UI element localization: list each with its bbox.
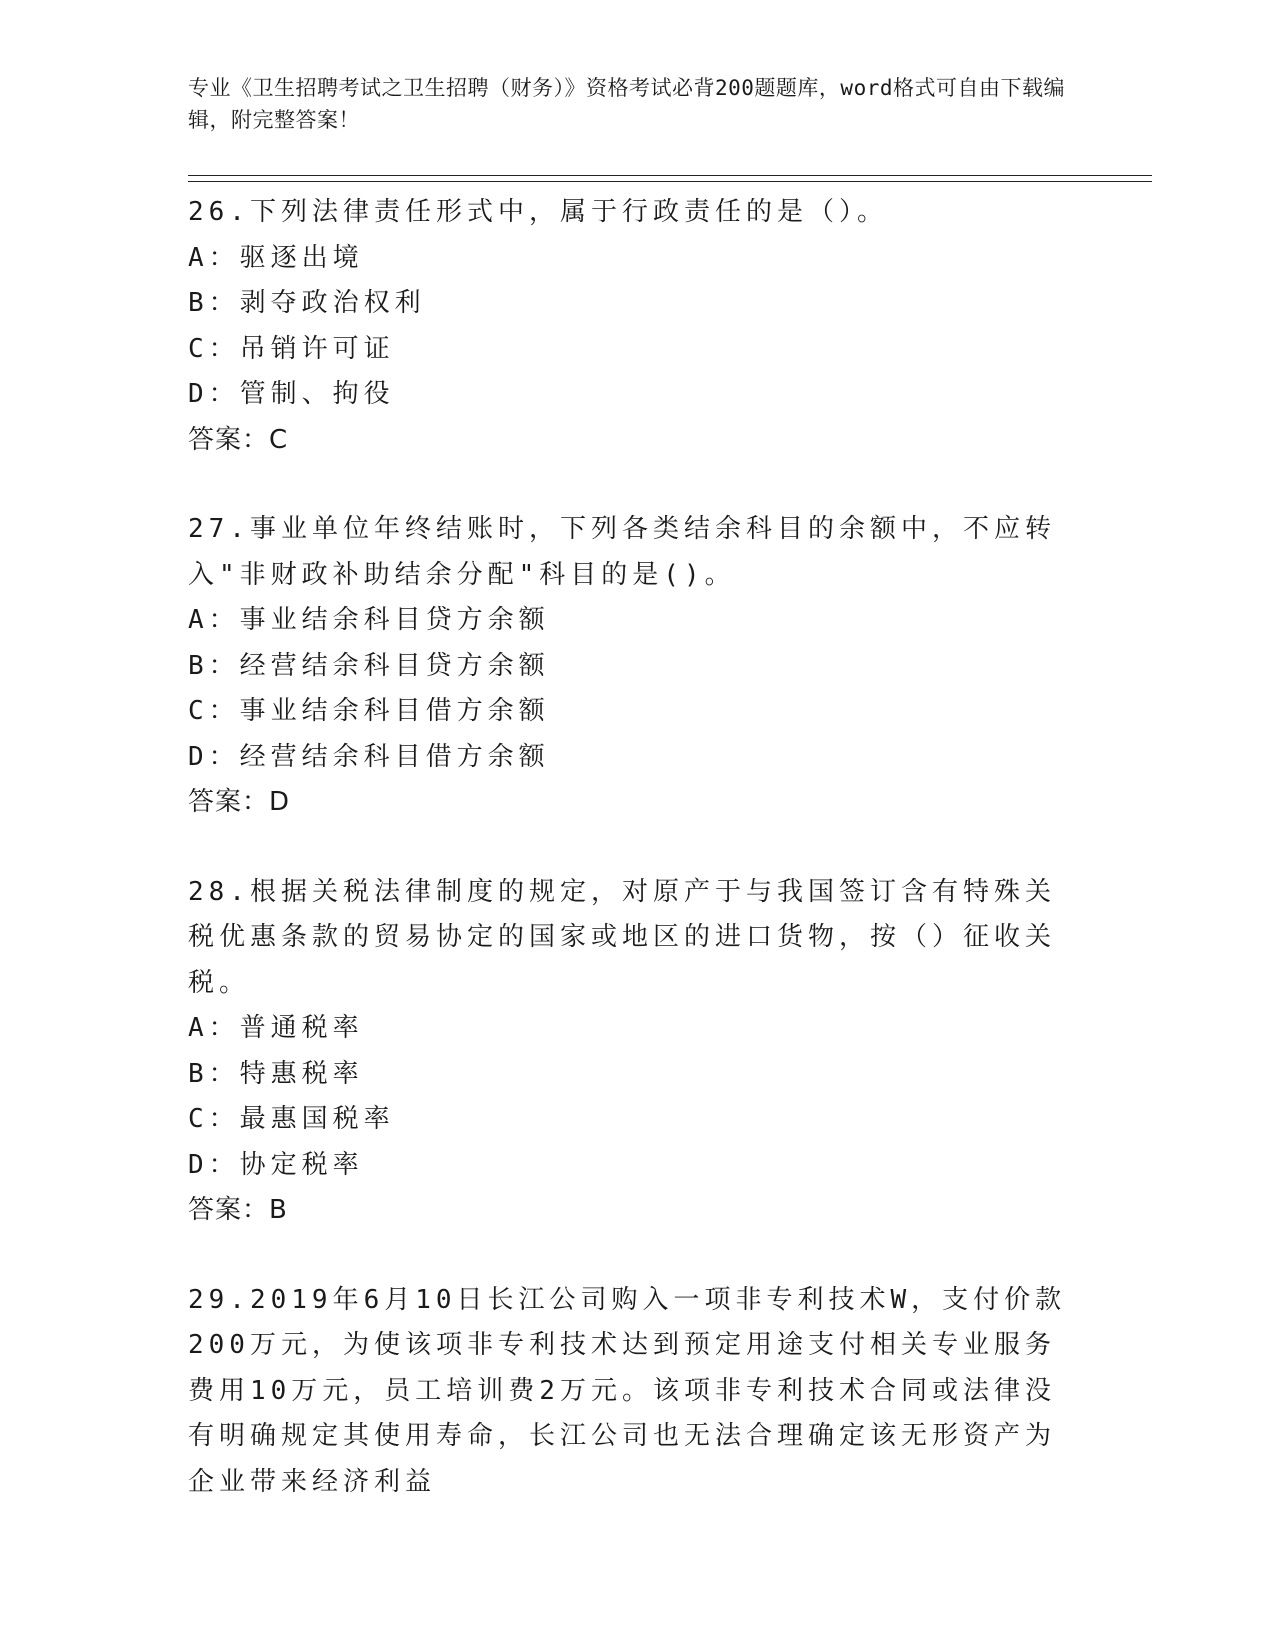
question-29: [188, 1278, 1078, 1506]
option-c: C：吊销许可证: [188, 333, 395, 364]
question-text: 27.事业单位年终结账时，下列各类结余科目的余额中，不应转入"非财政补助结余分配"科目的是()。: [188, 514, 1056, 590]
header-rule-bottom: [188, 181, 1152, 182]
option-d: D：经营结余科目借方余额: [188, 741, 550, 772]
question-27: [188, 507, 1078, 826]
answer-line: 答案：C: [188, 424, 289, 455]
answer-line: 答案：D: [188, 787, 291, 817]
question-text: 29.2019年6月10日长江公司购入一项非专利技术W，支付价款200万元，为使该项非专利技术达到预定用途支付相关专业服务费用10万元，员工培训费2万元。该项非专利技术合同或法律没有明确规定其使用寿命，长江公司也无法合理确定该无形资产为企业带来经济利益: [188, 1284, 1067, 1497]
option-a: A：驱逐出境: [188, 242, 364, 273]
option-b: B：特惠税率: [188, 1058, 364, 1089]
option-c: C：事业结余科目借方余额: [188, 696, 550, 726]
document-header: [188, 72, 1068, 136]
option-b: B：经营结余科目贷方余额: [188, 650, 550, 681]
question-text: 28.根据关税法律制度的规定，对原产于与我国签订含有特殊关税优惠条款的贸易协定的国家或地区的进口货物，按（）征收关税。: [188, 876, 1057, 998]
question-text: 26.下列法律责任形式中，属于行政责任的是（）。: [188, 197, 888, 227]
header-rule-top: [188, 175, 1152, 176]
option-d: D：协定税率: [188, 1149, 364, 1180]
header-title: 专业《卫生招聘考试之卫生招聘（财务）》资格考试必背200题题库，word格式可自由下载编辑，附完整答案！: [188, 76, 1065, 132]
option-a: A：事业结余科目贷方余额: [188, 605, 550, 635]
option-a: A：普通税率: [188, 1013, 364, 1043]
question-28: [188, 870, 1078, 1234]
question-list: [188, 190, 1078, 1549]
answer-line: 答案：B: [188, 1195, 288, 1225]
option-b: B：剥夺政治权利: [188, 288, 426, 318]
question-26: [188, 190, 1078, 463]
option-d: D：管制、拘役: [188, 379, 395, 409]
option-c: C：最惠国税率: [188, 1104, 395, 1134]
